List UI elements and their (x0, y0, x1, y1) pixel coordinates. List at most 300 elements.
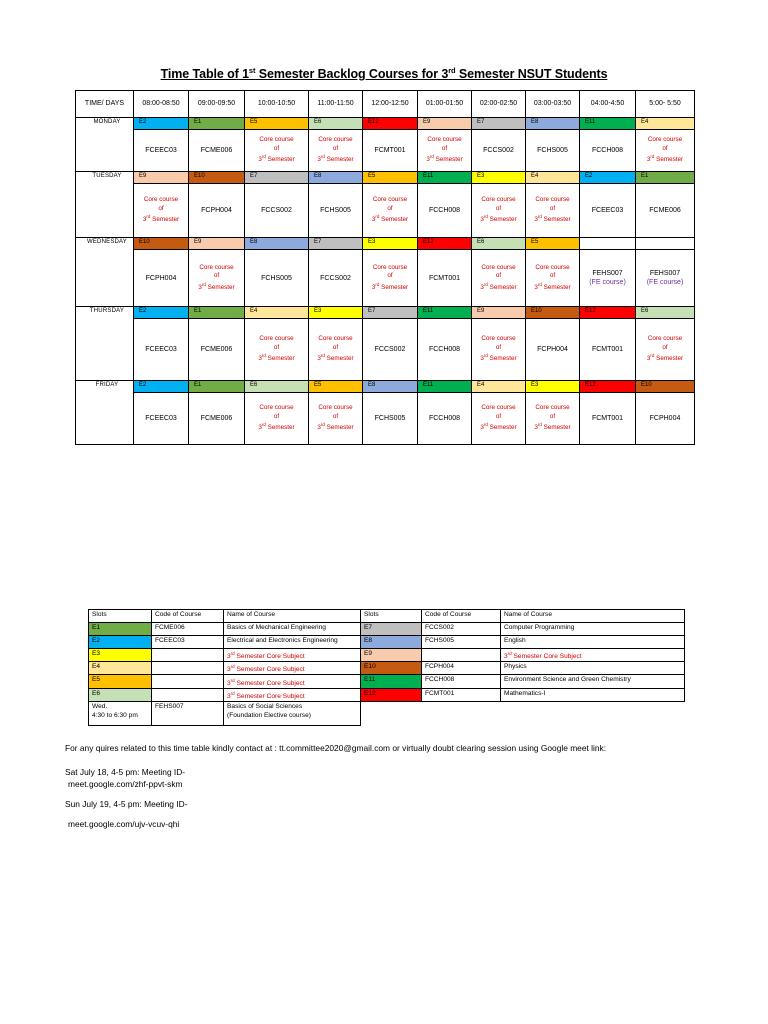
slot-tag: E7 (245, 172, 309, 184)
course-cell (526, 250, 580, 307)
course-code: FCMT001 (591, 346, 624, 353)
slot-tag: E8 (309, 172, 363, 184)
legend-course-name-text: Physics (504, 663, 527, 671)
core-subject-ordinal: 3 (227, 666, 231, 674)
day-label: FRIDAY (76, 381, 134, 445)
core-line (526, 421, 579, 433)
core-line (245, 421, 308, 433)
course-cell (580, 250, 636, 307)
core-ordinal-sup: rd (201, 281, 206, 287)
core-line: of (273, 412, 280, 420)
course-code: FCCH008 (428, 346, 461, 353)
core-line (472, 281, 525, 293)
core-semester: Semester (541, 424, 571, 432)
slot-tag: E1 (189, 118, 245, 130)
meeting-sun (65, 798, 187, 830)
core-ordinal-sup: rd (537, 422, 542, 428)
slot-tag: E12 (363, 118, 418, 130)
course-cell (309, 250, 363, 307)
core-line: of (495, 204, 502, 212)
slot-tag: E3 (526, 381, 580, 393)
legend-header: Name of Course (224, 610, 361, 623)
core-ordinal-sup: rd (650, 154, 655, 160)
core-semester: Semester (265, 424, 295, 432)
core-course-text (134, 196, 188, 225)
meeting-link[interactable]: meet.google.com/zhf-ppvt-skm (68, 779, 183, 789)
course-row (76, 393, 695, 445)
core-line: of (332, 144, 339, 152)
time-header: 11:00-11:50 (309, 91, 363, 118)
core-ordinal: 3 (480, 355, 484, 363)
course-cell (363, 130, 418, 172)
core-course-text (418, 136, 471, 165)
course-code: FCCH008 (591, 147, 624, 154)
legend-slot: E8 (361, 636, 422, 649)
legend-code: FEHS007 (152, 701, 224, 725)
legend-slot: E6 (89, 688, 152, 701)
course-cell (363, 250, 418, 307)
core-course-text (636, 335, 694, 364)
meeting-link[interactable]: meet.google.com/ujv-vcuv-qhi (68, 819, 180, 829)
slot-tag: E8 (526, 118, 580, 130)
course-cell (245, 184, 309, 238)
core-ordinal-sup: rd (483, 214, 488, 220)
core-course-text (309, 335, 362, 364)
legend-header-row (89, 610, 685, 623)
legend-slot: E7 (361, 623, 422, 636)
course-code: FCCS002 (483, 147, 514, 154)
course-code: FCPH004 (537, 346, 568, 353)
course-cell (309, 184, 363, 238)
core-subject-ordinal: 3 (227, 692, 231, 700)
core-course-text (472, 404, 525, 433)
core-ordinal: 3 (371, 283, 376, 291)
course-code: FCHS005 (261, 274, 292, 282)
day-label: TUESDAY (76, 172, 134, 238)
core-subject-text (227, 677, 305, 687)
core-course-text (309, 404, 362, 433)
legend-code (152, 688, 224, 701)
course-code: FCMT001 (591, 415, 624, 422)
slot-row (76, 307, 695, 319)
slot-tag: E12 (580, 381, 636, 393)
slot-tag: E2 (134, 118, 189, 130)
course-code: FCEEC03 (145, 415, 177, 422)
slot-tag: E7 (363, 307, 418, 319)
core-line: Core course (481, 404, 516, 412)
core-line (526, 281, 579, 293)
wed-course-note: (Foundation Elective course) (227, 711, 311, 719)
slot-tag: E6 (636, 307, 695, 319)
core-line: of (387, 272, 393, 280)
meeting-label: Sun July 19, 4-5 pm: Meeting ID- (65, 799, 188, 809)
core-subject-label: Semester Core Subject (511, 653, 582, 661)
meeting-sat (65, 766, 185, 790)
core-ordinal: 3 (480, 283, 484, 291)
legend-row (89, 675, 685, 688)
core-ordinal: 3 (258, 156, 262, 164)
core-line: of (495, 343, 502, 351)
core-line: of (387, 204, 393, 212)
legend-course-name (501, 636, 685, 649)
core-semester: Semester (379, 216, 409, 224)
core-line: Core course (481, 263, 516, 271)
core-ordinal-sup: rd (375, 214, 380, 220)
course-cell (245, 393, 309, 445)
slot-tag: E6 (472, 238, 526, 250)
time-header: 02:00-02:50 (472, 91, 526, 118)
core-semester: Semester (487, 283, 517, 291)
course-cell (636, 250, 695, 307)
slot-row (76, 118, 695, 130)
core-course-text (526, 196, 579, 225)
legend-slot: E5 (89, 675, 152, 688)
core-ordinal: 3 (534, 283, 538, 291)
slot-tag: E7 (472, 118, 526, 130)
core-line (472, 421, 525, 433)
core-line (363, 281, 417, 293)
core-subject-ordinal: 3 (227, 653, 231, 661)
core-course-text (189, 264, 244, 293)
legend-course-name (224, 649, 361, 662)
core-line: of (549, 204, 556, 212)
slot-tag: E1 (636, 172, 695, 184)
core-line (245, 153, 308, 165)
core-ordinal: 3 (534, 424, 538, 432)
core-ordinal-sup: rd (261, 154, 266, 160)
legend-code (152, 649, 224, 662)
slot-tag: E2 (134, 381, 189, 393)
course-cell (526, 184, 580, 238)
course-cell (472, 393, 526, 445)
slot-tag: E3 (363, 238, 418, 250)
page-title: Time Table of 1st Semester Backlog Courses for 3rd Semester NSUT Students (160, 66, 608, 82)
core-line (472, 213, 525, 225)
course-cell (134, 130, 189, 172)
core-subject-label: Semester Core Subject (234, 666, 305, 674)
slot-tag: E9 (134, 172, 189, 184)
legend-course-name (224, 623, 361, 636)
legend-slot: E4 (89, 662, 152, 675)
time-header: 08:00-08:50 (134, 91, 189, 118)
core-subject-text (227, 666, 305, 673)
course-cell (134, 250, 189, 307)
course-cell (580, 393, 636, 445)
course-code: FCCS002 (374, 346, 406, 353)
course-code: FCCS002 (261, 207, 292, 214)
course-code: FCME006 (200, 346, 233, 353)
core-course-text (363, 196, 417, 225)
core-ordinal-sup: rd (650, 353, 655, 359)
header-row (76, 91, 695, 118)
core-subject-sup: rd (230, 651, 235, 656)
course-cell (134, 184, 189, 238)
contact-note: For any quires related to this time table kindly contact at : tt.committee2020@gmail.com or virtually doubt clearing session using Google meet link: (65, 743, 607, 753)
course-cell (636, 130, 695, 172)
course-cell (189, 130, 245, 172)
legend-course-name-text: English (504, 637, 526, 644)
course-cell (526, 130, 580, 172)
legend-code: FCHS005 (422, 636, 501, 649)
slot-tag: E4 (245, 307, 309, 319)
core-course-text (636, 136, 694, 165)
core-ordinal: 3 (258, 355, 262, 363)
core-course-text (526, 404, 579, 433)
core-subject-ordinal: 3 (227, 679, 231, 687)
core-line: Core course (427, 136, 462, 144)
course-cell (580, 184, 636, 238)
core-line: Core course (372, 196, 408, 204)
core-ordinal-sup: rd (483, 353, 488, 359)
slot-tag: E10 (189, 172, 245, 184)
slot-tag: E5 (363, 172, 418, 184)
course-cell (418, 393, 472, 445)
course-row (76, 319, 695, 381)
course-code: FCCS002 (320, 274, 351, 282)
core-ordinal-sup: rd (320, 353, 325, 359)
core-line: of (273, 144, 280, 152)
legend-slot: E12 (361, 688, 422, 701)
course-cell (189, 250, 245, 307)
course-row (76, 184, 695, 238)
core-ordinal: 3 (317, 156, 321, 164)
core-course-text (472, 335, 525, 364)
core-ordinal-sup: rd (261, 353, 266, 359)
core-line (472, 352, 525, 364)
legend-header: Slots (361, 610, 422, 623)
course-legend-table (88, 609, 685, 726)
core-line: Core course (318, 136, 353, 144)
core-semester: Semester (324, 355, 354, 363)
legend-slot: E10 (361, 662, 422, 675)
course-cell (134, 319, 189, 381)
core-ordinal: 3 (646, 355, 651, 363)
core-line: Core course (318, 335, 353, 343)
timetable (75, 90, 695, 445)
slot-tag: E10 (636, 381, 695, 393)
course-code: FCPH004 (201, 207, 232, 214)
core-line: Core course (318, 404, 353, 412)
legend-course-name (501, 623, 685, 636)
time-header: 01:00-01:50 (418, 91, 472, 118)
core-line: of (549, 412, 556, 420)
course-cell (309, 130, 363, 172)
slot-tag: E3 (472, 172, 526, 184)
slot-tag: E12 (580, 307, 636, 319)
core-ordinal-sup: rd (537, 281, 542, 287)
course-cell (418, 250, 472, 307)
course-cell (245, 319, 309, 381)
core-semester: Semester (265, 156, 295, 164)
core-ordinal-sup: rd (537, 214, 542, 220)
wed-time: 4:30 to 6:30 pm (92, 711, 138, 719)
course-cell (245, 250, 309, 307)
slot-tag: E2 (134, 307, 189, 319)
legend-code (422, 649, 501, 662)
core-ordinal-sup: rd (429, 154, 434, 160)
legend-row (89, 688, 685, 701)
core-subject-text (227, 690, 305, 700)
core-subject-sup: rd (230, 690, 235, 696)
legend-code: FCME006 (152, 623, 224, 636)
core-semester: Semester (379, 283, 409, 291)
legend-course-name-text: Environment Science and Green Chemistry (504, 676, 631, 684)
course-code: FCMT001 (374, 147, 406, 154)
slot-tag: E10 (134, 238, 189, 250)
legend-slot (89, 701, 152, 725)
core-semester: Semester (205, 283, 235, 291)
day-label: THURSDAY (76, 307, 134, 381)
core-ordinal-sup: rd (483, 422, 488, 428)
legend-empty (361, 701, 685, 725)
course-cell (189, 393, 245, 445)
core-line (189, 281, 244, 293)
core-course-text (363, 264, 417, 293)
slot-tag: E11 (580, 118, 636, 130)
legend-course-name (501, 688, 685, 701)
course-code: FEHS007 (649, 270, 681, 277)
slot-tag: E3 (309, 307, 363, 319)
course-cell (526, 393, 580, 445)
legend-header: Name of Course (501, 610, 685, 623)
slot-tag: E1 (189, 307, 245, 319)
slot-tag: E8 (245, 238, 309, 250)
slot-tag: E2 (580, 172, 636, 184)
legend-slot: E3 (89, 649, 152, 662)
legend-row (89, 649, 685, 662)
time-header: 09:00-09:50 (189, 91, 245, 118)
core-line: Core course (535, 404, 570, 412)
course-cell (580, 319, 636, 381)
slot-tag: E6 (309, 118, 363, 130)
legend-row (89, 636, 685, 649)
time-header: 04:00-4:50 (580, 91, 636, 118)
core-line: of (273, 343, 280, 351)
core-line: of (441, 144, 448, 152)
core-ordinal: 3 (426, 156, 430, 164)
core-line: Core course (535, 196, 570, 204)
legend-slot: E11 (361, 675, 422, 688)
course-code: FCEEC03 (145, 346, 177, 353)
slot-tag: E9 (418, 118, 472, 130)
course-cell (526, 319, 580, 381)
slot-tag: E1 (189, 381, 245, 393)
core-ordinal-sup: rd (320, 154, 325, 160)
core-line: Core course (535, 263, 570, 271)
slot-row (76, 238, 695, 250)
core-line: of (662, 343, 668, 351)
course-cell (418, 130, 472, 172)
legend-course-name (224, 701, 361, 725)
core-line: Core course (259, 404, 294, 412)
core-subject-text (227, 653, 305, 660)
time-header: 10:00-10:50 (245, 91, 309, 118)
course-code: FCEEC03 (591, 207, 624, 214)
course-code: FCME006 (200, 415, 233, 422)
core-ordinal-sup: rd (320, 422, 325, 428)
course-code: FEHS007 (592, 270, 623, 277)
slot-tag: E5 (309, 381, 363, 393)
legend-row (89, 623, 685, 636)
core-line: of (332, 343, 339, 351)
core-course-text (245, 335, 308, 364)
core-ordinal: 3 (317, 355, 321, 363)
legend-code: FCCH008 (422, 675, 501, 688)
core-ordinal-sup: rd (483, 281, 488, 287)
core-ordinal: 3 (371, 216, 376, 224)
course-row (76, 130, 695, 172)
core-ordinal-sup: rd (146, 214, 151, 220)
course-cell (363, 184, 418, 238)
core-course-text (472, 264, 525, 293)
legend-course-name-text: Electrical and Electronics Engineering (227, 637, 338, 644)
core-line (636, 153, 694, 165)
core-line: Core course (647, 335, 683, 343)
core-line: Core course (647, 136, 683, 144)
legend-course-name (224, 662, 361, 675)
course-cell (309, 393, 363, 445)
core-line: Core course (481, 335, 516, 343)
course-cell (580, 130, 636, 172)
meeting-label: Sat July 18, 4-5 pm: Meeting ID- (65, 767, 186, 777)
core-line (309, 153, 362, 165)
core-ordinal: 3 (534, 216, 538, 224)
course-cell (472, 319, 526, 381)
wed-day: Wed. (92, 702, 108, 710)
time-header: 12:00-12:50 (363, 91, 418, 118)
core-ordinal-sup: rd (261, 422, 266, 428)
core-semester: Semester (654, 156, 684, 164)
core-semester: Semester (433, 156, 463, 164)
slot-row (76, 381, 695, 393)
slot-tag: E8 (363, 381, 418, 393)
core-ordinal: 3 (142, 216, 147, 224)
slot-tag: E11 (418, 307, 472, 319)
course-cell (636, 184, 695, 238)
course-code: FCMT001 (428, 274, 461, 282)
core-course-text (309, 136, 362, 165)
legend-course-name (501, 675, 685, 688)
core-line (309, 352, 362, 364)
slot-tag: E7 (309, 238, 363, 250)
core-ordinal: 3 (646, 156, 651, 164)
slot-tag (580, 238, 636, 250)
core-ordinal-sup: rd (375, 281, 380, 287)
slot-tag: E4 (636, 118, 695, 130)
course-code: FCME006 (200, 147, 233, 154)
course-code: FCCH008 (428, 415, 461, 422)
day-label: MONDAY (76, 118, 134, 172)
legend-header: Code of Course (152, 610, 224, 623)
legend-course-name (501, 662, 685, 675)
course-code: FCEEC03 (145, 147, 177, 154)
legend-code: FCMT001 (422, 688, 501, 701)
legend-code: FCCS002 (422, 623, 501, 636)
slot-tag: E6 (245, 381, 309, 393)
course-code: FCHS005 (374, 415, 406, 422)
core-line: Core course (481, 196, 516, 204)
slot-tag: E9 (472, 307, 526, 319)
core-line (309, 421, 362, 433)
core-subject-sup: rd (230, 664, 235, 670)
core-semester: Semester (487, 424, 517, 432)
slot-tag: E11 (418, 381, 472, 393)
core-line (636, 352, 694, 364)
course-code: FCHS005 (537, 147, 568, 154)
core-line: of (332, 412, 339, 420)
core-line (245, 352, 308, 364)
course-cell (245, 130, 309, 172)
